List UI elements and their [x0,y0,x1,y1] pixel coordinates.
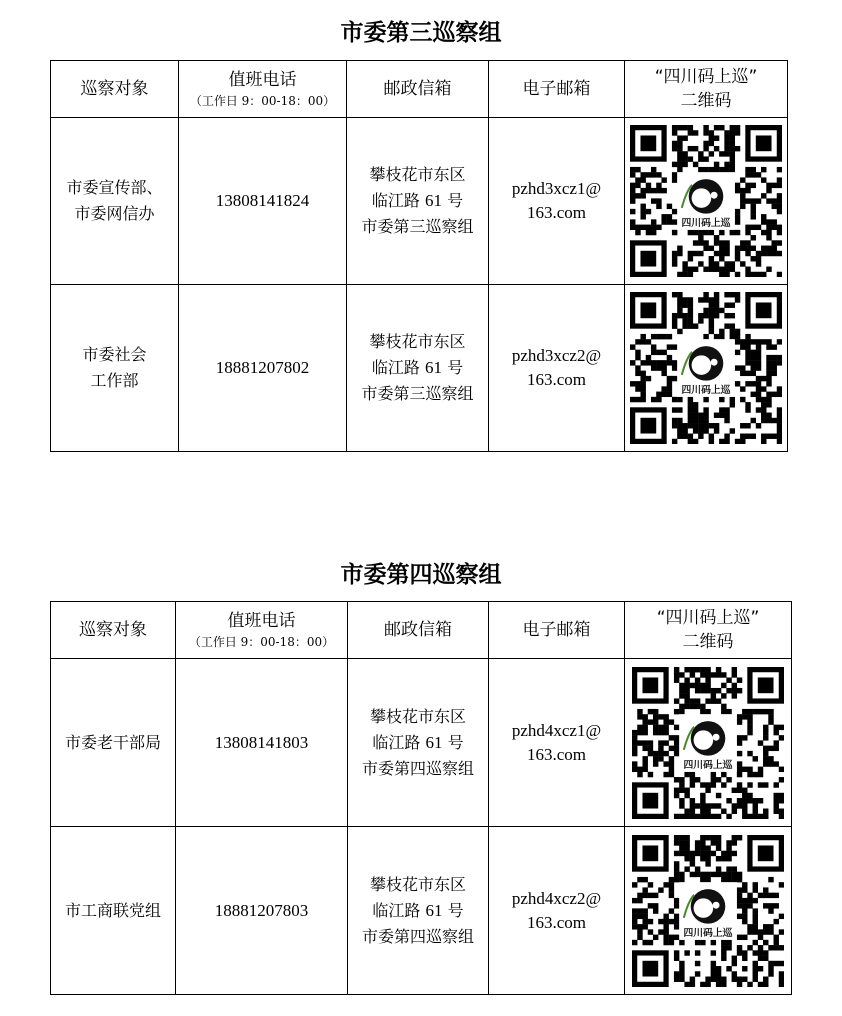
qr-cell [625,118,788,285]
header-phone [179,61,347,118]
address-number: 61 [425,191,442,210]
qr-logo-text: 四川码上巡 [681,217,731,229]
target-line: 市委老干部局 [64,732,161,752]
header-phone-hours: （工作日 9：00-18：00） [188,635,335,649]
email-cell[interactable] [489,118,625,285]
header-phone-label: 值班电话 [227,611,296,631]
email-cell[interactable] [489,659,625,827]
address-line [347,355,488,381]
table-row [51,659,792,827]
email-cell[interactable] [489,827,625,995]
address-road: 临江路 [371,358,420,377]
table-header-row [51,602,792,659]
target-cell [51,285,179,452]
group-title-3: 市委第三巡察组 [340,20,502,46]
qr-cell [625,827,792,995]
header-qr-line1: “四川码上巡” [656,608,760,628]
target-cell [51,118,179,285]
address-line [348,730,488,756]
header-qr-line2: 二维码 [680,91,732,111]
address-number: 61 [425,732,443,752]
header-mail: 邮政信箱 [347,61,489,118]
qr-code-icon [632,667,784,819]
target-line: 市委社会 [82,345,147,364]
target-line: 工作部 [90,371,139,390]
address-hao: 号 [447,358,464,377]
email-line: 163.com [526,744,587,764]
inspection-table-group-4 [50,601,792,995]
header-qr-line2: 二维码 [682,632,734,652]
header-email: 电子邮箱 [489,602,625,659]
target-line: 市委网信办 [74,204,155,223]
target-cell [51,659,176,827]
qr-cell [625,285,788,452]
header-target: 巡察对象 [51,602,176,659]
header-phone [176,602,348,659]
phone-cell: 13808141824 [179,118,347,285]
qr-logo-text: 四川码上巡 [683,927,733,939]
phone-cell: 18881207803 [176,827,348,995]
address-line [347,188,488,214]
table-row [51,285,788,452]
header-phone-hours: （工作日 9：00-18：00） [189,94,336,108]
header-qr [625,602,792,659]
address-line: 市委第四巡察组 [361,758,474,778]
mail-cell [347,285,489,452]
address-line: 市委第三巡察组 [361,217,474,236]
phone-cell: 18881207802 [179,285,347,452]
mail-cell [347,118,489,285]
address-hao: 号 [447,900,464,920]
qr-logo-text: 四川码上巡 [683,759,733,771]
address-number: 61 [425,358,442,377]
email-line: 163.com [526,203,587,222]
address-hao: 号 [447,732,464,752]
email-line: pzhd4xcz1@ [511,720,602,740]
email-cell[interactable] [489,285,625,452]
header-target: 巡察对象 [51,61,179,118]
table-header-row [51,61,788,118]
address-line: 攀枝花市东区 [369,165,466,184]
address-road: 临江路 [372,732,421,752]
email-line: pzhd4xcz2@ [511,888,602,908]
group-title-4: 市委第四巡察组 [340,562,502,588]
address-line: 市委第三巡察组 [361,384,474,403]
mail-cell [348,659,489,827]
email-line: 163.com [526,912,587,932]
qr-code-icon [632,835,784,987]
email-line: 163.com [526,370,587,389]
address-hao: 号 [447,191,464,210]
address-line: 攀枝花市东区 [369,706,466,726]
qr-logo-text: 四川码上巡 [681,384,731,396]
table-row [51,118,788,285]
phone-cell: 13808141803 [176,659,348,827]
target-line: 市工商联党组 [64,900,161,920]
header-mail: 邮政信箱 [348,602,489,659]
address-number: 61 [425,900,443,920]
address-road: 临江路 [371,191,420,210]
table-row [51,827,792,995]
header-phone-label: 值班电话 [228,70,297,90]
inspection-table-group-3 [50,60,788,452]
mail-cell [348,827,489,995]
qr-cell [625,659,792,827]
email-line: pzhd3xcz1@ [511,179,602,198]
address-line: 攀枝花市东区 [369,332,466,351]
header-qr-line1: “四川码上巡” [654,67,758,87]
target-line: 市委宣传部、 [66,178,163,197]
address-road: 临江路 [372,900,421,920]
qr-code-icon [630,125,782,277]
header-email: 电子邮箱 [489,61,625,118]
address-line: 攀枝花市东区 [369,874,466,894]
target-cell [51,827,176,995]
address-line: 市委第四巡察组 [361,926,474,946]
address-line [348,898,488,924]
qr-code-icon [630,292,782,444]
header-qr [625,61,788,118]
email-line: pzhd3xcz2@ [511,346,602,365]
